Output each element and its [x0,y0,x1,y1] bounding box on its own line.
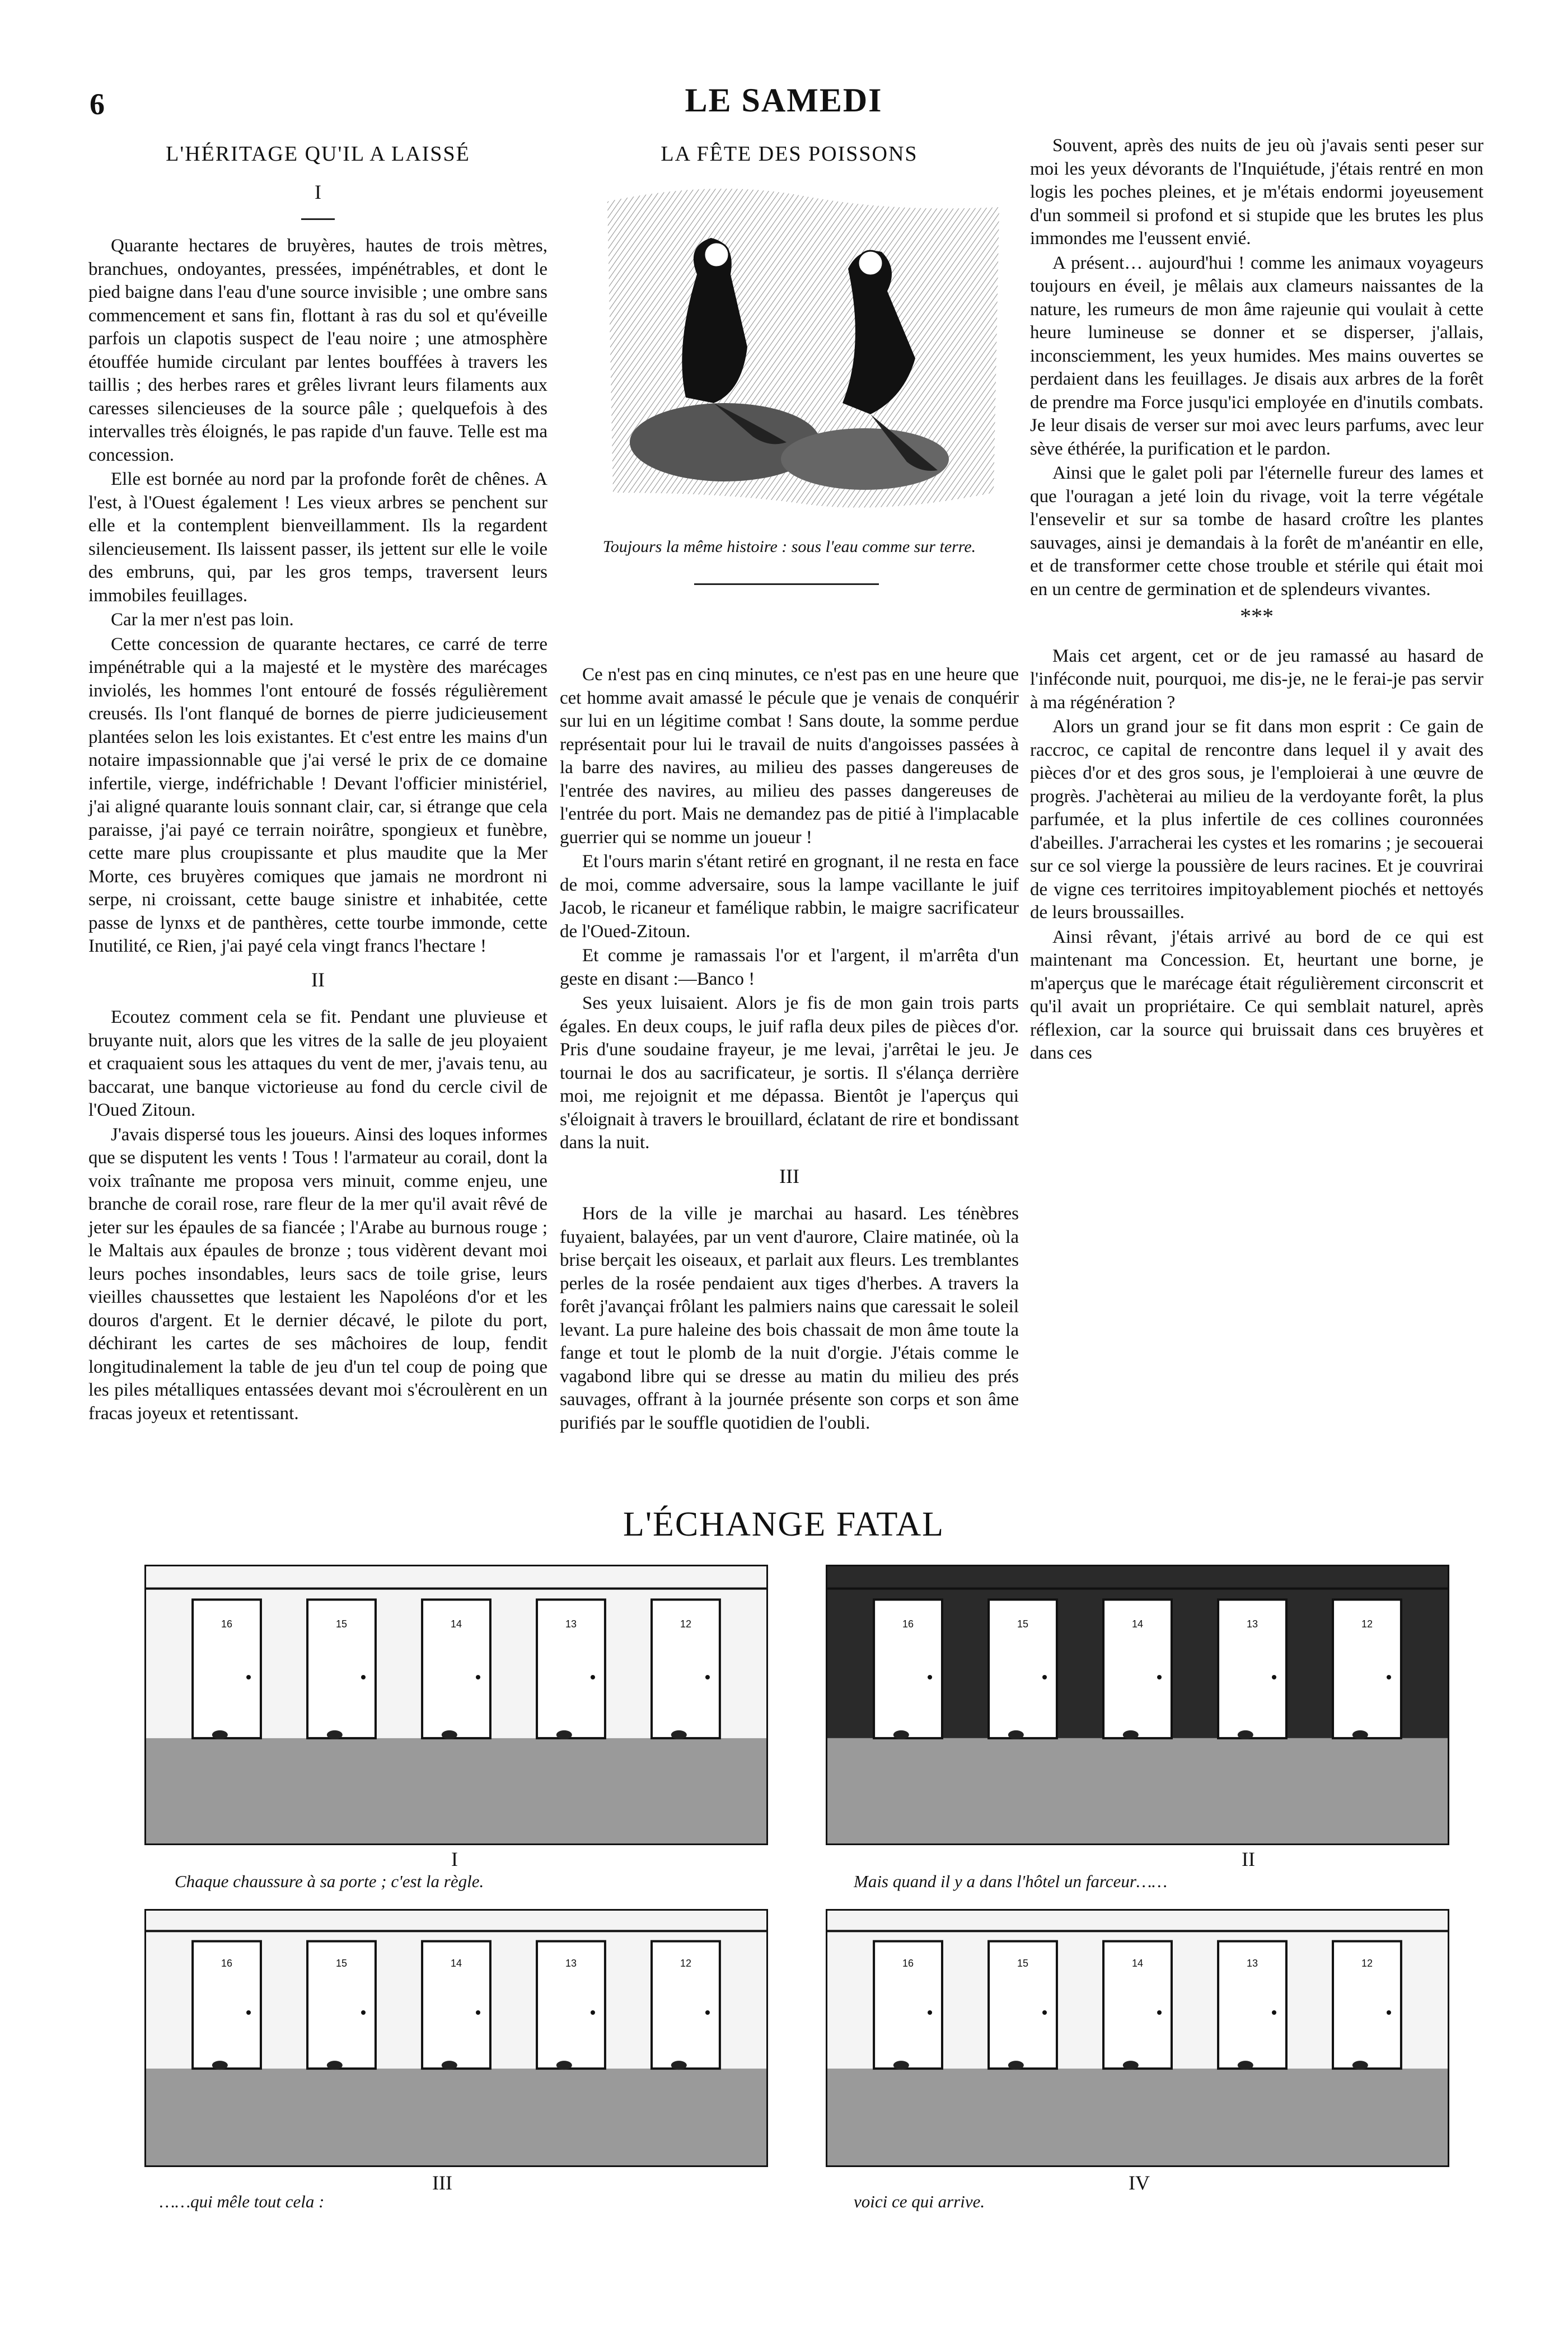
shoe-icon [442,1730,457,1739]
shoe-icon [442,2061,457,2070]
paragraph: Souvent, après des nuits de jeu où j'avais senti peser sur moi les yeux dévorants de l'Inquiétude, j'étais rentré en mon logis les poches pleines, et je m'étais endormi joyeusement d'un sommeil si profond et si stupide que les brutes les plus immondes me l'eussent envié. [1030,135,1483,249]
door-number: 14 [1131,1618,1144,1630]
shoe-icon [556,2061,572,2070]
panel-caption: ……qui mêle tout cela : [160,2192,325,2211]
shoe-icon [1238,2061,1253,2070]
door-knob [476,2010,480,2015]
door-number: 12 [680,1958,691,1969]
corridor-floor [827,1738,1448,1843]
paragraph: Et l'ours marin s'étant retiré en grognant, il ne resta en face de moi, comme adversaire, sous la lampe vacillante le juif Jacob, le ricaneur et famélique rabbin, le maigre sacrificateur de l'Oued-Zitoun. [560,851,1019,942]
comic-panel-2 [826,1565,1449,1845]
door-knob [1042,2010,1047,2015]
corridor-floor [827,2069,1448,2165]
door-number: 15 [336,1618,348,1630]
paragraph: J'avais dispersé tous les joueurs. Ainsi des loques informes que se disputent les vents ! Tous ! l'armateur au corail, dont la voix traînante me proposa vers minuit, comme enjeu, une branche de corail rose, rare fleur de la mer qu'il avait rêvé de jeter sur les épaules de sa fiancée ; l'Arabe au burnous rouge ; le Maltais aux épaules de bronze ; tous vidèrent devant moi leurs poches insondables, leurs sacs de toile grise, leurs vieilles chaussettes que lestaient les Napoléons d'or et les douros d'argent. Et le dernier décavé, le pilote du port, déchirant les cartes de ses mâchoires de loup, fendit longitudinalement la table de jeu d'un tel coup de poing que les piles métalliques entassées devant moi s'écroulèrent en un fracas joyeux et retentissant. [88,1124,547,1424]
corridor-floor [146,2069,766,2165]
door-number: 15 [1017,1958,1029,1969]
paragraph: Alors un grand jour se fit dans mon esprit : Ce gain de raccroc, ce capital de rencontre dans lequel il y avait des pièces d'or et des gros sous, je l'emploierai à une œuvre de progrès. J'achèterai au milieu de la verdoyante forêt, la plus parfumée, et la plus infertile de ces collines couronnées d'abeilles. J'arracherai les cystes et les romarins ; je secouerai sur ce sol vierge la poussière de leurs racines. Et je couvrirai de vigne ces territoires impitoyablement piochés et nettoyés de leurs broussailles. [1030,717,1483,923]
paragraph: Elle est bornée au nord par la profonde forêt de chênes. A l'est, à l'Ouest également ! Les vieux arbres se penchent sur elle et la contemplent bienveillamment. Ils la regardent silencieusement. Ils laissent passer, ils jettent sur elle le voile des embruns, qui, par les gros temps, traversent leurs immobiles feuillages. [88,469,547,606]
divider [694,583,879,585]
section-number: III [779,1164,799,1187]
hotel-corridor-drawing [827,1911,1448,2165]
door-number: 13 [1246,1958,1258,1969]
mermaid-illustration [602,179,1005,526]
door-number: 13 [565,1618,577,1630]
paragraph: Ainsi rêvant, j'étais arrivé au bord de ce qui est maintenant ma Concession. Et, heurtant une borne, je m'aperçus que le marécage était régulièrement circonscrit et qu'il avait un propriétaire. Ce qui semblait naturel, après réflexion, car la source qui bruissait dans ces bruyères et dans ces [1030,927,1483,1063]
door-number: 12 [1361,1618,1373,1630]
hotel-corridor-drawing [146,1566,766,1843]
panel-caption: Mais quand il y a dans l'hôtel un farceur…… [854,1871,1168,1891]
door-knob [1272,1675,1276,1679]
section-number: I [315,180,321,203]
panel-number: I [451,1848,458,1870]
section-number: II [311,968,325,991]
hotel-corridor-drawing [146,1911,766,2165]
door-knob [1272,2010,1276,2015]
illustration-caption: Toujours la même histoire : sous l'eau comme sur terre. [602,537,976,556]
shoe-icon [327,1730,343,1739]
panel-number: IV [1129,2172,1150,2194]
article-title: L'HÉRITAGE QU'IL A LAISSÉ [166,142,470,166]
shoe-icon [1008,1730,1024,1739]
newspaper-title: LE SAMEDI [685,82,883,119]
door-knob [246,2010,251,2015]
paragraph: Ses yeux luisaient. Alors je fis de mon gain trois parts égales. En deux coups, le juif rafla deux piles de pièces d'or. Pris d'une soudaine frayeur, je me levai, j'arrêtai le jeu. Je tournai le dos au sacrificateur, je sortis. Il s'élança derrière moi, me rejoignit et me dépassa. Bientôt je l'aperçus qui s'éloignait à travers le brouillard, éclatant de rire et bondissant dans la nuit. [560,993,1019,1153]
panel-number: III [432,2172,452,2194]
door-knob [928,1675,932,1679]
shoe-icon [212,1730,228,1739]
paragraph: Ainsi que le galet poli par l'éternelle fureur des lames et que l'ouragan a jeté loin du rivage, voit la terre végétale l'ensevelir et sur sa tombe de hasard croître les plantes sauvages, ainsi je demandais à la forêt de m'anéantir en elle, et de transformer cette chose trouble et stérile qui était moi en un centre de germination et de splendeurs vivantes. [1030,463,1483,600]
paragraph: Ce n'est pas en cinq minutes, ce n'est pas en une heure que cet homme avait amassé le pécule que je venais de conquérir sur lui en un légitime combat ! Sans doute, la somme perdue représentait pour lui le travail de nuits d'angoisses passées à la barre des navires, au milieu des passes dangereuses de l'entrée des navires, au milieu des passes dangereuses de l'entrée du port. Mais ne demandez pas de pitié à l'implacable guerrier qui se nomme un joueur ! [560,665,1019,848]
corridor-floor [146,1738,766,1843]
door-knob [1042,1675,1047,1679]
paragraph: Mais cet argent, cet or de jeu ramassé au hasard de l'inféconde nuit, pourquoi, me dis-je, ne le ferai-je pas servir à ma régénération ? [1030,645,1483,713]
door-knob [591,1675,595,1679]
door-number: 13 [1246,1618,1258,1630]
mermaid-drawing [602,179,1005,526]
shoe-icon [556,1730,572,1739]
article-column-1 [88,143,547,1425]
comic-panel-4 [826,1909,1449,2167]
shoe-icon [1123,2061,1139,2070]
comic-panel-3 [144,1909,768,2167]
door-knob [1157,1675,1162,1679]
door-knob [361,2010,366,2015]
door-number: 12 [1361,1958,1373,1969]
door-knob [361,1675,366,1679]
shoe-icon [212,2061,228,2070]
shoe-icon [327,2061,343,2070]
shoe-icon [671,2061,687,2070]
comic-panel-1 [144,1565,768,1845]
panel-number: II [1242,1848,1255,1870]
shoe-icon [1238,1730,1253,1739]
door-number: 16 [221,1958,233,1969]
door-knob [476,1675,480,1679]
article-column-3 [1030,134,1483,1065]
door-knob [705,2010,710,2015]
hotel-corridor-drawing [827,1566,1448,1843]
door-number: 15 [336,1958,348,1969]
shoe-icon [893,2061,909,2070]
door-knob [1387,1675,1391,1679]
door-number: 14 [450,1958,462,1969]
divider [301,218,335,220]
paragraph: Car la mer n'est pas loin. [111,610,294,630]
door-knob [591,2010,595,2015]
paragraph: Et comme je ramassais l'or et l'argent, il m'arrêta d'un geste en disant :—Banco ! [560,946,1019,989]
door-number: 16 [902,1618,914,1630]
panel-caption: voici ce qui arrive. [854,2192,985,2211]
shoe-icon [1352,2061,1368,2070]
door-knob [1387,2010,1391,2015]
door-number: 13 [565,1958,577,1969]
article-column-2 [560,663,1019,1435]
paragraph: Hors de la ville je marchai au hasard. Les ténèbres fuyaient, balayées, par un vent d'aurore, Claire matinée, où la brise berçait les oiseaux, et parlait aux fleurs. Les tremblantes perles de la rosée pendaient aux tiges d'herbes. A travers la forêt j'avançai frôlant les palmiers nains que caressait le soleil levant. La pure haleine des bois chassait de mon âme toute la fange et tout le plomb de la nuit d'orgie. J'étais comme le vagabond libre qui se dresse au matin du milieu des prés sauvages, offrant à la journée présente son corps et son âme purifiés par le souffle quotidien de l'oubli. [560,1204,1019,1433]
door-number: 14 [1131,1958,1144,1969]
paragraph: Quarante hectares de bruyères, hautes de trois mètres, branchues, ondoyantes, pressées, impénétrables, et dont le pied baigne dans l'eau d'une source invisible ; une ombre sans commencement et sans fin, flottant à ras du sol et qu'éveille parfois un clapotis suspect de l'eau noire ; une atmosphère étouffée humide circulant par lentes bouffées à travers les taillis ; des herbes rares et grêles livrant leurs filaments aux caresses silencieuses de la source pâle ; quelquefois à des intervalles très éloignés, le pas rapide d'un fauve. Telle est ma concession. [88,236,547,465]
door-number: 16 [221,1618,233,1630]
paragraph: A présent… aujourd'hui ! comme les animaux voyageurs toujours en éveil, je mêlais aux clameurs naissantes de la nature, les rumeurs de mon âme rajeunie qui voulait à cette heure lumineuse se donner et se disperser, j'allais, inconsciemment, les yeux humides. Mes mains ouvertes se perdaient dans les feuillages. Je disais aux arbres de la forêt de prendre ma Force jusqu'ici employée en d'inutils combats. Je leur disais de verser sur moi avec leurs parfums, avec leur sève éthérée, la purification et le pardon. [1030,252,1483,459]
shoe-icon [671,1730,687,1739]
door-knob [928,2010,932,2015]
door-knob [1157,2010,1162,2015]
door-number: 15 [1017,1618,1029,1630]
door-number: 16 [902,1958,914,1969]
paragraph: Ecoutez comment cela se fit. Pendant une pluvieuse et bruyante nuit, alors que les vitres de la salle de jeu ployaient et craquaient sous les attaques du vent de mer, j'avais tenu, au baccarat, une banque victorieuse au fond du cercle civil de l'Oued Zitoun. [88,1007,547,1120]
paragraph: Cette concession de quarante hectares, ce carré de terre impénétrable qui a la majesté et le mystère des marécages inviolés, les hommes l'ont entouré de fossés régulièrement creusés. Ils l'ont flanqué de bornes de pierre judicieusement plantées selon les lois existantes. Et c'est entre les mains d'un notaire impassionnable que j'ai versé le prix de ce domaine infertile, vierge, indéfrichable ! Devant l'officier ministériel, j'ai aligné quarante louis sonnant clair, car, si étrange que cela paraisse, j'ai payé ce terrain noirâtre, spongieux et funèbre, cette mare plus croupissante et plus maudite que la Mer Morte, ces bruyères comiques que jamais ne mordront ni serpe, ni croissant, cette bauge sinistre et inhabitée, cette passe de lynxs et de panthères, cette tourbe immonde, cette Inutilité, ce Rien, j'ai payé cela vingt francs l'hectare ! [88,634,547,956]
illustration-title: LA FÊTE DES POISSONS [661,142,918,166]
shoe-icon [1008,2061,1024,2070]
door-knob [246,1675,251,1679]
shoe-icon [1352,1730,1368,1739]
section-separator: *** [1240,603,1274,629]
door-number: 12 [680,1618,691,1630]
shoe-icon [1123,1730,1139,1739]
page-number: 6 [90,87,105,121]
door-number: 14 [450,1618,462,1630]
shoe-icon [893,1730,909,1739]
door-knob [705,1675,710,1679]
panel-caption: Chaque chaussure à sa porte ; c'est la règle. [175,1871,484,1891]
comic-strip-title: L'ÉCHANGE FATAL [622,1505,945,1543]
